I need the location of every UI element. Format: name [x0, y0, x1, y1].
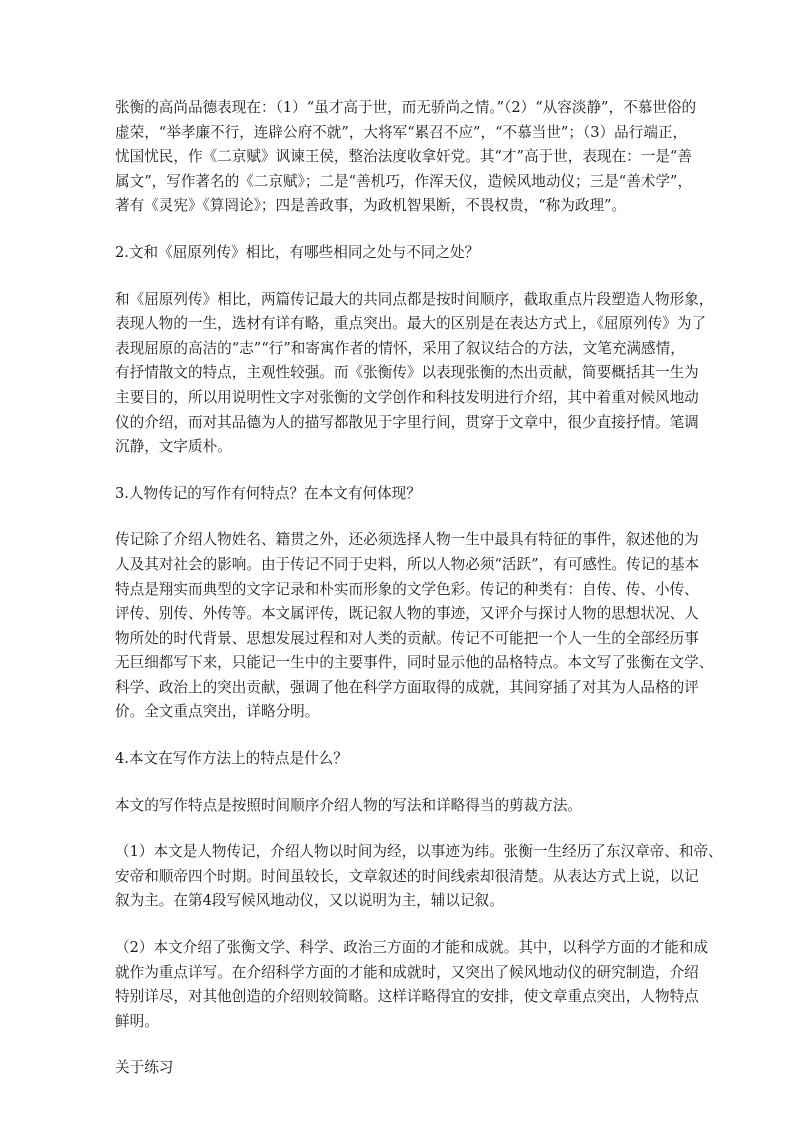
spacer: [0, 506, 794, 528]
text-line: 人及其对社会的影响。由于传记不同于史料，所以人物必须“活跃”，有可感性。传记的基本: [115, 555, 700, 573]
text-line: 沉静，文字质朴。: [115, 438, 232, 456]
text-line: 价。全文重点突出，详略分明。: [115, 703, 320, 721]
section-heading-practice: [115, 1056, 680, 1081]
spacer: [0, 914, 794, 936]
text-line: 叙为主。在第4段写候风地动仪，又以说明为主，辅以记叙。: [115, 892, 504, 910]
text-line: 忧国忧民，作《二京赋》讽谏王侯，整治法度收拿奸党。其“才”高于世，表现在：一是“善: [115, 148, 692, 166]
text-line: 表现屈原的高洁的“志”“行”和寄寓作者的情怀，采用了叙议结合的方法，文笔充满感情，: [115, 339, 685, 357]
text-line: 传记除了介绍人物姓名、籍贯之外，还必须选择人物一生中最具有特征的事件，叙述他的为: [115, 531, 699, 549]
text-line: （2）本文介绍了张衡文学、科学、政治三方面的才能和成就。其中，以科学方面的才能和成: [115, 939, 709, 957]
answer-2-paragraph: [115, 288, 714, 460]
question-text: 3.人物传记的写作有何特点？在本文有何体现？: [115, 484, 421, 502]
answer-4-summary: [115, 794, 680, 819]
question-4: [115, 747, 680, 772]
spacer: [0, 725, 794, 747]
text-line: 科学、政治上的突出贡献，强调了他在科学方面取得的成就，其间穿插了对其为人品格的评: [115, 678, 699, 696]
text-line: 属文”，写作著名的《二京赋》；二是“善机巧，作浑天仪，造候风地动仪；三是“善术学”，: [115, 172, 693, 190]
text-line: 特别详尽，对其他创造的介绍则较简略。这样详略得宜的安排，使文章重点突出，人物特点: [115, 988, 699, 1006]
text-line: 著有《灵宪》《算罔论》；四是善政事，为政机智果断，不畏权贵，“称为政理”。: [115, 197, 627, 215]
text-line: 和《屈原列传》相比，两篇传记最大的共同点都是按时间顺序，截取重点片段塑造人物形象，: [115, 290, 714, 308]
answer-4-point-2: [115, 936, 709, 1034]
spacer: [0, 266, 794, 288]
text-line: 安帝和顺帝四个时期。时间虽较长，文章叙述的时间线索却很清楚。从表达方式上说，以记: [115, 867, 699, 885]
spacer: [0, 460, 794, 482]
text-line: 表现人物的一生，选材有详有略，重点突出。最大的区别是在表达方式上，《屈原列传》为了: [115, 315, 707, 333]
text-line: 有抒情散文的特点，主观性较强。而《张衡传》以表现张衡的杰出贡献，简要概括其一生为: [115, 364, 699, 382]
question-2: [115, 241, 680, 266]
text-line: 无巨细都写下来，只能记一生中的主要事件，同时显示他的品格特点。本文写了张衡在文学、: [115, 654, 714, 672]
text-line: 物所处的时代背景、思想发展过程和对人类的贡献。传记不可能把一个人一生的全部经历事: [115, 629, 699, 647]
question-3: [115, 482, 680, 507]
question-text: 2.文和《屈原列传》相比，有哪些相同之处与不同之处？: [115, 243, 480, 261]
answer-4-point-1: [115, 840, 723, 914]
heading-text: 关于练习: [115, 1059, 174, 1077]
text-line: 主要目的，所以用说明性文字对张衡的文学创作和科技发明进行介绍，其中着重对候风地动: [115, 388, 699, 406]
text-line: 就作为重点详写。在介绍科学方面的才能和成就时，又突出了候风地动仪的研究制造，介绍: [115, 963, 699, 981]
spacer: [0, 818, 794, 840]
text-line: 仪的介绍，而对其品德为人的描写都散见于字里行间，贯穿于文章中，很少直接抒情。笔调: [115, 413, 699, 431]
zhangheng-virtue-paragraph: [115, 96, 697, 219]
question-text: 4.本文在写作方法上的特点是什么？: [115, 750, 348, 768]
text-line: 鲜明。: [115, 1012, 159, 1030]
text-line: 张衡的高尚品德表现在：（1）“虽才高于世，而无骄尚之情。”（2）“从容淡静”，不慕世俗的: [115, 99, 697, 116]
text-line: 本文的写作特点是按照时间顺序介绍人物的写法和详略得当的剪裁方法。: [115, 796, 583, 814]
spacer: [0, 219, 794, 241]
text-line: 评传、别传、外传等。本文属评传，既记叙人物的事迹，又评介与探讨人物的思想状况、人: [115, 605, 699, 623]
spacer: [0, 1034, 794, 1056]
text-line: 特点是翔实而典型的文字记录和朴实而形象的文学色彩。传记的种类有：自传、传、小传、: [115, 580, 699, 598]
text-line: （1）本文是人物传记，介绍人物以时间为经，以事迹为纬。张衡一生经历了东汉章帝、和帝、: [115, 843, 723, 861]
spacer: [0, 772, 794, 794]
answer-3-paragraph: [115, 528, 714, 725]
text-line: 虚荣，“举孝廉不行，连辟公府不就”，大将军“累召不应”，“不慕当世”；（3）品行端正，: [115, 123, 688, 141]
